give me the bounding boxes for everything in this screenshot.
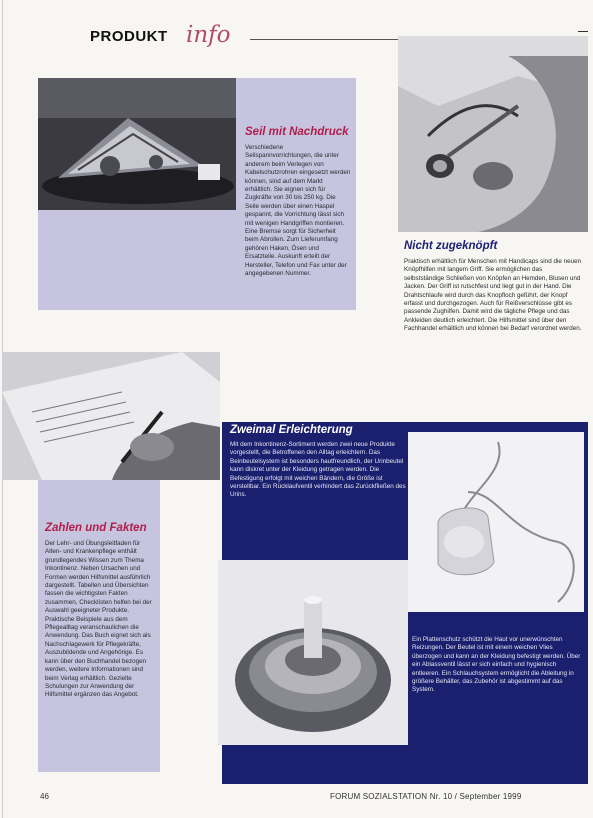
- erleichterung-title: Zweimal Erleichterung: [230, 424, 353, 436]
- corner-mark: [578, 31, 588, 32]
- knopf-article: [404, 240, 584, 334]
- section-header: [86, 22, 256, 56]
- bag-photo: [408, 432, 584, 612]
- seil-body: Verschiedene Seilspannvorrichtungen, die unter anderem beim Verlegen von Kabelschutzrohren eingesetzt werden können, sind auf dem Markt erhältlich. Sie eignen sich für Zugkräfte von 30 bis 250 kg. Die Seile werden über einen Haspel gespannt, die Vorrichtung lässt sich mit wenigen Handgriffen montieren. Eine Bremse sorgt für Sicherheit beim Abrollen. Zum Lieferumfang gehören Haken, Ösen und Ersatzteile. Auskunft erteilt der Hersteller, Telefon und Fax unter der angegebenen Nummer.: [245, 144, 351, 278]
- knopf-body: Praktisch erhältlich für Menschen mit Handicaps sind die neuen Knöpfhilfen mit langem Griff. Sie ermöglichen das selbstständige Schließen von Knöpfen an Hemden, Blusen und Jacken. Der Griff ist rutschfest und liegt gut in der Hand. Die Drahtschlaufe wird durch das Knopfloch geführt, der Knopf erfasst und durchgezogen. Auch für Reißverschlüsse gibt es passende Zughilfen. Damit wird die tägliche Pflege und das Ankleiden deutlich erleichtert. Die Hilfsmittel sind über den Fachhandel erhältlich und können bei Bedarf verordnet werden.: [404, 258, 582, 333]
- section-script: info: [186, 22, 231, 48]
- rope-device-photo: [38, 78, 236, 210]
- caption-text: Ein Plattenschutz schützt die Haut vor unerwünschten Reizungen. Der Beutel ist mit einem weichen Vlies überzogen und kann an der Kleidung befestigt werden. Über ein Ablassventil lässt er sich einfach und hygienisch entleeren. Ein Schlauchsystem ermöglicht die Ableitung in größere Behälter, das Zubehör ist abgestimmt auf das System.: [412, 636, 581, 694]
- magazine-footer: FORUM SOZIALSTATION Nr. 10 / September 1999: [330, 792, 522, 801]
- seil-title: Seil mit Nachdruck: [245, 126, 349, 138]
- section-word: PRODUKT: [90, 28, 168, 45]
- ring-photo: [218, 560, 408, 745]
- page-number: 46: [40, 792, 49, 801]
- zahlen-body: Der Lehr- und Übungsleitfaden für Alten- und Krankenpflege enthält grundlegendes Wissen zum Thema Inkontinenz. Neben Ursachen und Formen werden Hilfsmittel ausführlich dargestellt. Tabellen und Übersichten fassen die wichtigsten Fakten zusammen, Checklisten helfen bei der Auswahl geeigneter Produkte. Praktische Beispiele aus dem Pflegealltag veranschaulichen die Anwendung. Das Buch eignet sich als Nachschlagewerk für Pflegekräfte, Auszubildende und Angehörige. Es kann über den Buchhandel bezogen werden, weitere Informationen sind beim Verlag erhältlich. Gezielte Schulungen zur Anwendung der Hilfsmittel ergänzen das Angebot.: [45, 540, 152, 699]
- seil-article: [245, 126, 351, 279]
- button-aid-photo: [398, 36, 588, 232]
- writing-photo: [2, 352, 220, 480]
- erleichterung-article: [230, 424, 408, 500]
- erleichterung-caption: [412, 636, 584, 695]
- zahlen-title: Zahlen und Fakten: [45, 522, 147, 534]
- zahlen-article: [45, 522, 155, 700]
- knopf-title: Nicht zugeknöpft: [404, 240, 498, 252]
- erleichterung-body: Mit dem Inkontinenz-Sortiment werden zwei neue Produkte vorgestellt, die Betroffenen den Alltag erleichtern. Das Beinbeutelsystem ist besonders hautfreundlich, der Urinbeutel kann diskret unter der Kleidung getragen werden. Die Befestigung erfolgt mit weichen Bändern, die Größe ist verstellbar. Ein Rücklaufventil verhindert das Zurückfließen des Urins.: [230, 441, 406, 499]
